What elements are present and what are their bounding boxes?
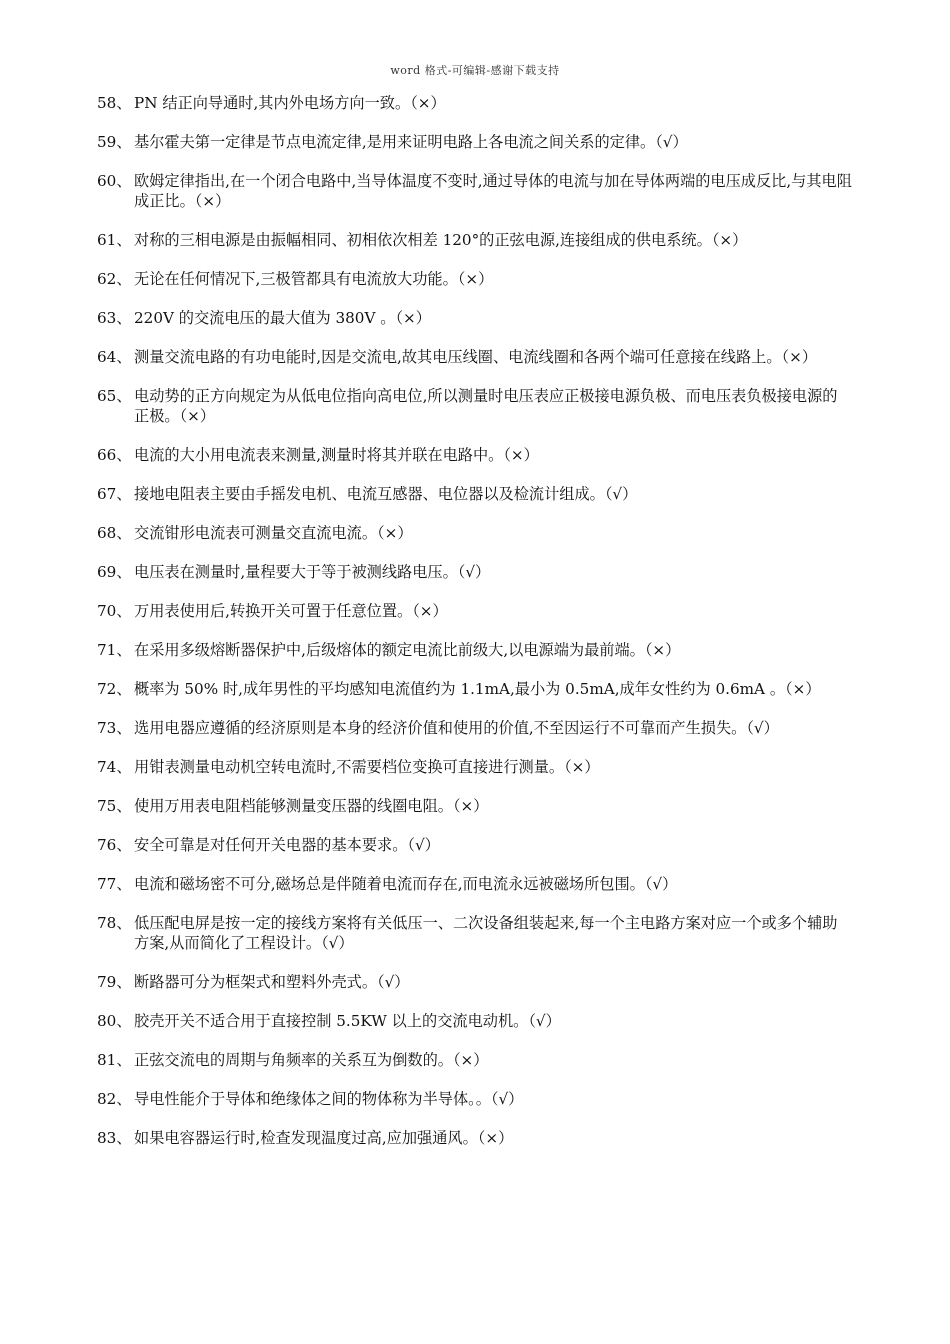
list-item [97, 796, 852, 816]
item-text: 电流的大小用电流表来测量,测量时将其并联在电路中。（×） [134, 446, 539, 464]
item-text: 在采用多级熔断器保护中,后级熔体的额定电流比前级大,以电源端为最前端。（×） [134, 641, 681, 659]
item-number: 75、 [97, 797, 132, 815]
item-number: 64、 [97, 348, 132, 366]
item-text: 电压表在测量时,量程要大于等于被测线路电压。（√） [134, 563, 491, 581]
list-item [97, 523, 852, 543]
item-text: 接地电阻表主要由手摇发电机、电流互感器、电位器以及检流计组成。（√） [134, 485, 638, 503]
item-number: 69、 [97, 563, 132, 581]
item-text: 正弦交流电的周期与角频率的关系互为倒数的。（×） [134, 1051, 489, 1069]
item-text: 如果电容器运行时,检查发现温度过高,应加强通风。（×） [134, 1129, 514, 1147]
item-text: 欧姆定律指出,在一个闭合电路中,当导体温度不变时,通过导体的电流与加在导体两端的电压成反比,与其电阻成正比。（×） [134, 172, 852, 210]
list-item [97, 484, 852, 504]
item-text: 220V 的交流电压的最大值为 380V 。（×） [134, 309, 431, 327]
list-item [97, 913, 852, 953]
item-number: 59、 [97, 133, 132, 151]
item-number: 80、 [97, 1012, 132, 1030]
list-item [97, 386, 852, 426]
list-item [97, 1089, 852, 1109]
list-item [97, 93, 852, 113]
list-item [97, 640, 852, 660]
list-item [97, 171, 852, 211]
list-item [97, 269, 852, 289]
list-item [97, 601, 852, 621]
item-number: 79、 [97, 973, 132, 991]
item-text: 测量交流电路的有功电能时,因是交流电,故其电压线圈、电流线圈和各两个端可任意接在线路上。（×） [134, 348, 818, 366]
list-item [97, 679, 852, 699]
item-number: 78、 [97, 914, 132, 932]
item-number: 73、 [97, 719, 132, 737]
list-item [97, 972, 852, 992]
list-item [97, 1050, 852, 1070]
item-number: 82、 [97, 1090, 132, 1108]
list-item [97, 1128, 852, 1148]
item-text: 断路器可分为框架式和塑料外壳式。（√） [134, 973, 410, 991]
item-number: 66、 [97, 446, 132, 464]
item-text: 概率为 50% 时,成年男性的平均感知电流值约为 1.1mA,最小为 0.5mA,成年女性约为 0.6mA 。（×） [134, 680, 821, 698]
list-item [97, 347, 852, 367]
item-text: 胶壳开关不适合用于直接控制 5.5KW 以上的交流电动机。（√） [134, 1012, 561, 1030]
list-item [97, 874, 852, 894]
item-text: 电流和磁场密不可分,磁场总是伴随着电流而存在,而电流永远被磁场所包围。（√） [134, 875, 678, 893]
item-number: 77、 [97, 875, 132, 893]
item-text: 低压配电屏是按一定的接线方案将有关低压一、二次设备组装起来,每一个主电路方案对应一个或多个辅助方案,从而简化了工程设计。（√） [134, 914, 838, 952]
item-text: PN 结正向导通时,其内外电场方向一致。（×） [134, 94, 446, 112]
item-number: 71、 [97, 641, 132, 659]
item-number: 83、 [97, 1129, 132, 1147]
item-number: 60、 [97, 172, 132, 190]
list-item [97, 230, 852, 250]
item-number: 81、 [97, 1051, 132, 1069]
list-item [97, 835, 852, 855]
item-text: 万用表使用后,转换开关可置于任意位置。（×） [134, 602, 448, 620]
item-number: 65、 [97, 387, 132, 405]
list-item [97, 757, 852, 777]
list-item [97, 718, 852, 738]
list-item [97, 1011, 852, 1031]
question-list [97, 93, 852, 1167]
item-number: 62、 [97, 270, 132, 288]
item-text: 对称的三相电源是由振幅相同、初相依次相差 120°的正弦电源,连接组成的供电系统。（×） [134, 231, 748, 249]
item-number: 72、 [97, 680, 132, 698]
item-number: 74、 [97, 758, 132, 776]
item-text: 基尔霍夫第一定律是节点电流定律,是用来证明电路上各电流之间关系的定律。（√） [134, 133, 688, 151]
item-text: 安全可靠是对任何开关电器的基本要求。（√） [134, 836, 440, 854]
list-item [97, 445, 852, 465]
list-item [97, 308, 852, 328]
item-text: 交流钳形电流表可测量交直流电流。（×） [134, 524, 413, 542]
item-number: 63、 [97, 309, 132, 327]
item-text: 使用万用表电阻档能够测量变压器的线圈电阻。（×） [134, 797, 489, 815]
item-text: 无论在任何情况下,三极管都具有电流放大功能。（×） [134, 270, 494, 288]
item-text: 用钳表测量电动机空转电流时,不需要档位变换可直接进行测量。（×） [134, 758, 600, 776]
item-number: 58、 [97, 94, 132, 112]
page-header: word 格式-可编辑-感谢下载支持 [390, 64, 560, 77]
item-number: 61、 [97, 231, 132, 249]
item-number: 68、 [97, 524, 132, 542]
list-item [97, 562, 852, 582]
item-text: 电动势的正方向规定为从低电位指向高电位,所以测量时电压表应正极接电源负极、而电压表负极接电源的正极。（×） [134, 387, 838, 425]
list-item [97, 132, 852, 152]
item-text: 导电性能介于导体和绝缘体之间的物体称为半导体。。（√） [134, 1090, 524, 1108]
item-number: 76、 [97, 836, 132, 854]
item-number: 70、 [97, 602, 132, 620]
item-text: 选用电器应遵循的经济原则是本身的经济价值和使用的价值,不至因运行不可靠而产生损失。（√） [134, 719, 779, 737]
item-number: 67、 [97, 485, 132, 503]
